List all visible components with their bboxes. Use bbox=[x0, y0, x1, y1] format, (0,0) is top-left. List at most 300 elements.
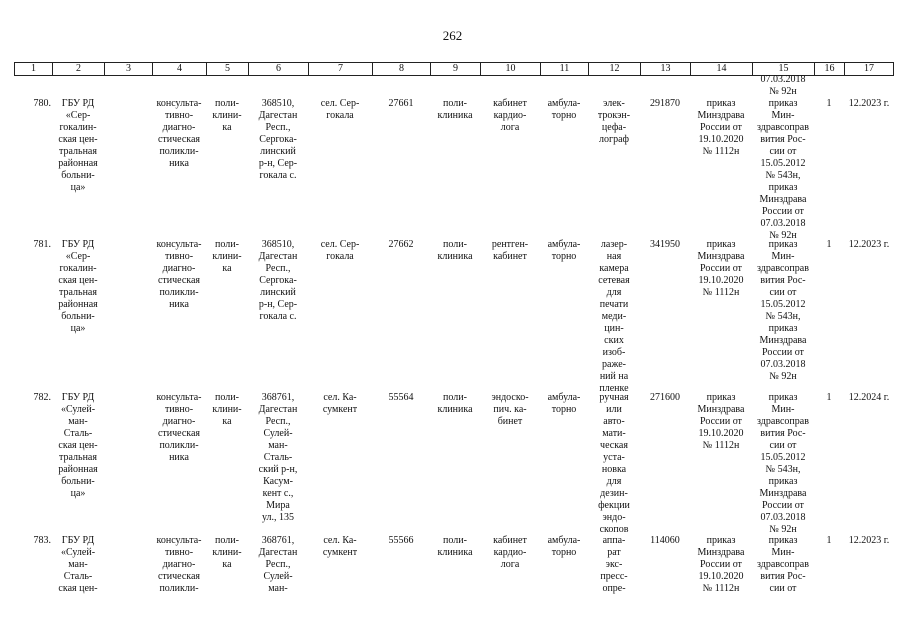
address-line: ский р-н, bbox=[258, 464, 298, 475]
order-reference-line: 19.10.2020 bbox=[698, 275, 744, 286]
address-line: 368761, bbox=[261, 535, 295, 546]
equipment-line: элек- bbox=[603, 98, 625, 109]
basis-reference-line: России от bbox=[762, 206, 804, 217]
organization-name-line: ца» bbox=[70, 323, 86, 334]
room-line: кардио- bbox=[493, 547, 527, 558]
basis-reference-line: Минздрава bbox=[759, 335, 807, 346]
facility-type-line: консульта- bbox=[156, 535, 202, 546]
organization-name-line: тральная bbox=[59, 146, 97, 157]
room-line: кабинет bbox=[493, 98, 527, 109]
organization-name-line: «Сер- bbox=[65, 110, 91, 121]
price bbox=[640, 98, 690, 110]
address-line: Респ., bbox=[265, 559, 291, 570]
care-mode-line: торно bbox=[551, 547, 577, 558]
organization-name bbox=[52, 239, 104, 335]
order-reference-line: № 1112н bbox=[702, 583, 740, 594]
equipment-line: для bbox=[606, 476, 622, 487]
organization-name-line: больни- bbox=[61, 170, 95, 181]
room-line: кардио- bbox=[493, 110, 527, 121]
facility-type-line: поликли- bbox=[159, 583, 199, 594]
organization-name bbox=[52, 98, 104, 194]
care-mode-line: амбула- bbox=[547, 239, 581, 250]
organization-name-line: Сталь- bbox=[63, 428, 93, 439]
address bbox=[248, 239, 308, 323]
unit-type-line: клини- bbox=[212, 404, 242, 415]
address-line: Сергока- bbox=[259, 275, 297, 286]
row-number bbox=[14, 535, 52, 547]
department bbox=[430, 392, 480, 416]
organization-name-line: ман- bbox=[68, 559, 88, 570]
equipment-line: ная bbox=[606, 251, 622, 262]
organization-name-line: ца» bbox=[70, 488, 86, 499]
room-line: бинет bbox=[497, 416, 523, 427]
code bbox=[372, 392, 430, 404]
organization-name bbox=[52, 535, 104, 595]
settlement bbox=[308, 239, 372, 263]
order-reference bbox=[690, 392, 752, 452]
header-col-2: 2 bbox=[52, 63, 104, 75]
care-mode-line: амбула- bbox=[547, 392, 581, 403]
unit-type-line: поли- bbox=[215, 392, 239, 403]
address-line: Респ., bbox=[265, 263, 291, 274]
facility-type-line: тивно- bbox=[164, 547, 194, 558]
row-number-value: 781. bbox=[33, 239, 51, 250]
header-col-5: 5 bbox=[206, 63, 248, 75]
basis-reference-line: № 92н bbox=[769, 524, 797, 535]
basis-reference-line: Минздрава bbox=[759, 194, 807, 205]
row-number-value: 782. bbox=[33, 392, 51, 403]
equipment-line: ских bbox=[604, 335, 624, 346]
department-line: поли- bbox=[443, 392, 467, 403]
basis-reference-line: вития Рос- bbox=[760, 275, 806, 286]
order-reference-line: Минздрава bbox=[697, 251, 745, 262]
equipment-line: трокэн- bbox=[597, 110, 631, 121]
address-line: Сергока- bbox=[259, 134, 297, 145]
unit-type-line: ка bbox=[222, 559, 232, 570]
care-mode-line: торно bbox=[551, 110, 577, 121]
basis-reference-line: приказ bbox=[768, 98, 798, 109]
room-line: пич. ка- bbox=[493, 404, 527, 415]
deadline-date bbox=[844, 98, 894, 110]
settlement bbox=[308, 535, 372, 559]
order-reference-line: России от bbox=[700, 559, 742, 570]
deadline-date-value: 12.2024 г. bbox=[848, 392, 890, 403]
unit-type bbox=[206, 392, 248, 428]
address-line: Сулей- bbox=[263, 571, 293, 582]
facility-type-line: поликли- bbox=[159, 440, 199, 451]
care-mode bbox=[540, 239, 588, 263]
department-line: поли- bbox=[443, 98, 467, 109]
basis-reference-line: приказ bbox=[768, 476, 798, 487]
deadline-date bbox=[844, 535, 894, 547]
code-value: 55566 bbox=[388, 535, 414, 546]
organization-name-line: ская цен- bbox=[58, 275, 98, 286]
settlement-line: сел. Ка- bbox=[323, 535, 357, 546]
facility-type-line: диагно- bbox=[162, 263, 196, 274]
deadline-date-value: 12.2023 г. bbox=[848, 98, 890, 109]
address-line: ман- bbox=[268, 440, 288, 451]
order-reference-line: России от bbox=[700, 122, 742, 133]
equipment-line: цин- bbox=[604, 323, 624, 334]
unit-type-line: клини- bbox=[212, 547, 242, 558]
facility-type-line: тивно- bbox=[164, 404, 194, 415]
equipment-line: ний на bbox=[599, 371, 629, 382]
organization-name-line: больни- bbox=[61, 311, 95, 322]
equipment-line: или bbox=[606, 404, 622, 415]
basis-reference-line: Мин- bbox=[771, 251, 795, 262]
quantity bbox=[814, 535, 844, 547]
header-col-7: 7 bbox=[308, 63, 372, 75]
equipment-line: аппа- bbox=[602, 535, 626, 546]
page-number: 262 bbox=[442, 28, 463, 43]
deadline-date bbox=[844, 239, 894, 251]
basis-reference-line: Мин- bbox=[771, 404, 795, 415]
basis-reference-line: сии от bbox=[769, 287, 797, 298]
organization-name-line: районная bbox=[58, 158, 98, 169]
basis-reference-line: 07.03.2018 bbox=[760, 512, 806, 523]
price bbox=[640, 239, 690, 251]
organization-name-line: тральная bbox=[59, 452, 97, 463]
facility-type bbox=[152, 535, 206, 595]
room bbox=[480, 535, 540, 571]
care-mode bbox=[540, 98, 588, 122]
equipment-line: лазер- bbox=[600, 239, 628, 250]
equipment-line: пресс- bbox=[600, 571, 628, 582]
equipment-line: экс- bbox=[605, 559, 623, 570]
price-value: 291870 bbox=[650, 98, 680, 109]
row-number-value: 780. bbox=[33, 98, 51, 109]
organization-name-line: ГБУ РД bbox=[61, 535, 95, 546]
address bbox=[248, 535, 308, 595]
organization-name-line: «Сулей- bbox=[60, 404, 96, 415]
address-line: гокала с. bbox=[259, 170, 297, 181]
carry-over-basis-line: 07.03.2018 bbox=[760, 74, 806, 85]
basis-reference bbox=[752, 98, 814, 242]
organization-name-line: районная bbox=[58, 464, 98, 475]
equipment-line: камера bbox=[599, 263, 629, 274]
header-col-9: 9 bbox=[430, 63, 480, 75]
organization-name-line: ца» bbox=[70, 182, 86, 193]
room-line: лога bbox=[500, 559, 520, 570]
price bbox=[640, 392, 690, 404]
basis-reference bbox=[752, 535, 814, 595]
order-reference-line: Минздрава bbox=[697, 547, 745, 558]
basis-reference-line: № 92н bbox=[769, 230, 797, 241]
facility-type-line: стическая bbox=[157, 275, 201, 286]
basis-reference-line: № 543н, bbox=[765, 311, 801, 322]
settlement-line: сел. Ка- bbox=[323, 392, 357, 403]
equipment-line: авто- bbox=[603, 416, 625, 427]
facility-type-line: тивно- bbox=[164, 110, 194, 121]
organization-name-line: ГБУ РД bbox=[61, 239, 95, 250]
deadline-date-value: 12.2023 г. bbox=[848, 535, 890, 546]
care-mode-line: амбула- bbox=[547, 535, 581, 546]
room bbox=[480, 239, 540, 263]
equipment-line: фекции bbox=[598, 500, 630, 511]
room bbox=[480, 98, 540, 134]
unit-type bbox=[206, 239, 248, 275]
basis-reference-line: здравсоправ bbox=[757, 263, 809, 274]
order-reference-line: № 1112н bbox=[702, 440, 740, 451]
department-line: клиника bbox=[437, 110, 473, 121]
header-col-17: 17 bbox=[844, 63, 894, 75]
unit-type-line: ка bbox=[222, 416, 232, 427]
basis-reference-line: № 543н, bbox=[765, 464, 801, 475]
organization-name-line: ГБУ РД bbox=[61, 392, 95, 403]
equipment-line: рат bbox=[607, 547, 621, 558]
equipment bbox=[588, 392, 640, 536]
address-line: кент с., bbox=[262, 488, 294, 499]
quantity bbox=[814, 392, 844, 404]
carry-over-basis-line: № 92н bbox=[769, 86, 797, 97]
organization-name-line: Сталь- bbox=[63, 571, 93, 582]
facility-type bbox=[152, 239, 206, 311]
order-reference bbox=[690, 239, 752, 299]
carry-over-basis bbox=[752, 74, 814, 98]
basis-reference-line: Мин- bbox=[771, 547, 795, 558]
unit-type-line: ка bbox=[222, 122, 232, 133]
settlement-line: сел. Сер- bbox=[320, 239, 360, 250]
order-reference-line: № 1112н bbox=[702, 287, 740, 298]
order-reference-line: России от bbox=[700, 263, 742, 274]
basis-reference-line: приказ bbox=[768, 239, 798, 250]
unit-type-line: поли- bbox=[215, 239, 239, 250]
equipment-line: ручная bbox=[599, 392, 629, 403]
basis-reference-line: 07.03.2018 bbox=[760, 218, 806, 229]
code bbox=[372, 239, 430, 251]
room-line: рентген- bbox=[491, 239, 529, 250]
address-line: Дагестан bbox=[258, 547, 298, 558]
unit-type-line: поли- bbox=[215, 98, 239, 109]
department-line: клиника bbox=[437, 404, 473, 415]
basis-reference-line: России от bbox=[762, 347, 804, 358]
organization-name-line: гокалин- bbox=[59, 263, 97, 274]
header-col-10: 10 bbox=[480, 63, 540, 75]
equipment-line: эндо- bbox=[602, 512, 626, 523]
order-reference-line: 19.10.2020 bbox=[698, 134, 744, 145]
address-line: Дагестан bbox=[258, 110, 298, 121]
order-reference bbox=[690, 535, 752, 595]
order-reference-line: № 1112н bbox=[702, 146, 740, 157]
order-reference-line: Минздрава bbox=[697, 404, 745, 415]
order-reference bbox=[690, 98, 752, 158]
header-col-12: 12 bbox=[588, 63, 640, 75]
basis-reference-line: сии от bbox=[769, 146, 797, 157]
basis-reference-line: вития Рос- bbox=[760, 571, 806, 582]
row-number bbox=[14, 98, 52, 110]
care-mode-line: торно bbox=[551, 404, 577, 415]
quantity-value: 1 bbox=[826, 239, 832, 250]
basis-reference-line: приказ bbox=[768, 392, 798, 403]
department bbox=[430, 535, 480, 559]
organization-name-line: больни- bbox=[61, 476, 95, 487]
settlement bbox=[308, 392, 372, 416]
organization-name-line: ман- bbox=[68, 416, 88, 427]
address-line: Сулей- bbox=[263, 428, 293, 439]
department-line: поли- bbox=[443, 535, 467, 546]
equipment-line: печати bbox=[599, 299, 629, 310]
equipment-line: цефа- bbox=[601, 122, 627, 133]
address-line: линский bbox=[260, 287, 296, 298]
equipment bbox=[588, 535, 640, 595]
header-col-11: 11 bbox=[540, 63, 588, 75]
address-line: 368510, bbox=[261, 98, 295, 109]
facility-type-line: поликли- bbox=[159, 146, 199, 157]
facility-type-line: поликли- bbox=[159, 287, 199, 298]
settlement-line: сумкент bbox=[322, 547, 358, 558]
settlement-line: сел. Сер- bbox=[320, 98, 360, 109]
care-mode bbox=[540, 392, 588, 416]
basis-reference-line: № 543н, bbox=[765, 170, 801, 181]
facility-type-line: ника bbox=[169, 158, 189, 169]
code bbox=[372, 535, 430, 547]
care-mode-line: торно bbox=[551, 251, 577, 262]
department bbox=[430, 239, 480, 263]
basis-reference-line: приказ bbox=[768, 323, 798, 334]
header-col-15: 15 bbox=[752, 63, 814, 75]
basis-reference-line: Минздрава bbox=[759, 488, 807, 499]
quantity-value: 1 bbox=[826, 98, 832, 109]
settlement-line: сумкент bbox=[322, 404, 358, 415]
basis-reference-line: № 92н bbox=[769, 371, 797, 382]
basis-reference-line: 07.03.2018 bbox=[760, 359, 806, 370]
basis-reference-line: здравсоправ bbox=[757, 416, 809, 427]
facility-type-line: диагно- bbox=[162, 559, 196, 570]
facility-type-line: диагно- bbox=[162, 122, 196, 133]
organization-name-line: ГБУ РД bbox=[61, 98, 95, 109]
facility-type bbox=[152, 392, 206, 464]
equipment-line: для bbox=[606, 287, 622, 298]
row-number bbox=[14, 392, 52, 404]
equipment-line: опре- bbox=[602, 583, 626, 594]
code-value: 27661 bbox=[388, 98, 414, 109]
equipment-line: дезин- bbox=[600, 488, 628, 499]
order-reference-line: приказ bbox=[706, 392, 736, 403]
basis-reference-line: сии от bbox=[769, 440, 797, 451]
equipment-line: лограф bbox=[598, 134, 629, 145]
basis-reference-line: сии от bbox=[769, 583, 797, 594]
address-line: Мира bbox=[266, 500, 290, 511]
header-col-16: 16 bbox=[814, 63, 844, 75]
header-col-4: 4 bbox=[152, 63, 206, 75]
order-reference-line: приказ bbox=[706, 535, 736, 546]
facility-type-line: стическая bbox=[157, 428, 201, 439]
header-col-1: 1 bbox=[14, 63, 52, 75]
department-line: клиника bbox=[437, 547, 473, 558]
basis-reference-line: здравсоправ bbox=[757, 122, 809, 133]
address bbox=[248, 392, 308, 524]
unit-type-line: клини- bbox=[212, 251, 242, 262]
facility-type-line: стическая bbox=[157, 134, 201, 145]
address bbox=[248, 98, 308, 182]
equipment-line: ческая bbox=[600, 440, 628, 451]
facility-type-line: тивно- bbox=[164, 251, 194, 262]
address-line: Касум- bbox=[263, 476, 293, 487]
organization-name-line: «Сулей- bbox=[60, 547, 96, 558]
organization-name-line: «Сер- bbox=[65, 251, 91, 262]
header-col-6: 6 bbox=[248, 63, 308, 75]
facility-type-line: консульта- bbox=[156, 98, 202, 109]
facility-type-line: ника bbox=[169, 299, 189, 310]
facility-type-line: стическая bbox=[157, 571, 201, 582]
equipment-line: раже- bbox=[602, 359, 626, 370]
organization-name-line: ская цен- bbox=[58, 440, 98, 451]
room-line: эндоско- bbox=[491, 392, 529, 403]
basis-reference bbox=[752, 392, 814, 536]
facility-type bbox=[152, 98, 206, 170]
address-line: Сталь- bbox=[263, 452, 293, 463]
basis-reference-line: Мин- bbox=[771, 110, 795, 121]
address-line: гокала с. bbox=[259, 311, 297, 322]
basis-reference-line: 15.05.2012 bbox=[760, 299, 806, 310]
equipment-line: новка bbox=[601, 464, 627, 475]
quantity bbox=[814, 98, 844, 110]
quantity-value: 1 bbox=[826, 392, 832, 403]
address-line: р-н, Сер- bbox=[258, 158, 298, 169]
basis-reference-line: 15.05.2012 bbox=[760, 452, 806, 463]
address-line: Дагестан bbox=[258, 251, 298, 262]
basis-reference bbox=[752, 239, 814, 383]
header-col-14: 14 bbox=[690, 63, 752, 75]
deadline-date bbox=[844, 392, 894, 404]
equipment bbox=[588, 98, 640, 146]
basis-reference-line: здравсоправ bbox=[757, 559, 809, 570]
row-number-value: 783. bbox=[33, 535, 51, 546]
care-mode-line: амбула- bbox=[547, 98, 581, 109]
price-value: 271600 bbox=[650, 392, 680, 403]
equipment-line: меди- bbox=[601, 311, 627, 322]
order-reference-line: России от bbox=[700, 416, 742, 427]
equipment-line: мати- bbox=[602, 428, 626, 439]
equipment-line: изоб- bbox=[602, 347, 626, 358]
room-line: кабинет bbox=[493, 535, 527, 546]
facility-type-line: консульта- bbox=[156, 392, 202, 403]
settlement-line: гокала bbox=[326, 110, 354, 121]
header-col-3: 3 bbox=[104, 63, 152, 75]
address-line: 368510, bbox=[261, 239, 295, 250]
department bbox=[430, 98, 480, 122]
basis-reference-line: вития Рос- bbox=[760, 134, 806, 145]
header-col-8: 8 bbox=[372, 63, 430, 75]
organization-name-line: ская цен- bbox=[58, 583, 98, 594]
unit-type bbox=[206, 535, 248, 571]
code bbox=[372, 98, 430, 110]
facility-type-line: консульта- bbox=[156, 239, 202, 250]
order-reference-line: 19.10.2020 bbox=[698, 571, 744, 582]
unit-type-line: поли- bbox=[215, 535, 239, 546]
code-value: 27662 bbox=[388, 239, 414, 250]
basis-reference-line: вития Рос- bbox=[760, 428, 806, 439]
facility-type-line: диагно- bbox=[162, 416, 196, 427]
department-line: поли- bbox=[443, 239, 467, 250]
room bbox=[480, 392, 540, 428]
equipment-line: сетевая bbox=[598, 275, 630, 286]
room-line: кабинет bbox=[493, 251, 527, 262]
basis-reference-line: приказ bbox=[768, 182, 798, 193]
organization-name-line: гокалин- bbox=[59, 122, 97, 133]
order-reference-line: приказ bbox=[706, 98, 736, 109]
price bbox=[640, 535, 690, 547]
address-line: 368761, bbox=[261, 392, 295, 403]
settlement bbox=[308, 98, 372, 122]
address-line: р-н, Сер- bbox=[258, 299, 298, 310]
equipment-line: уста- bbox=[603, 452, 625, 463]
organization-name bbox=[52, 392, 104, 500]
room-line: лога bbox=[500, 122, 520, 133]
organization-name-line: районная bbox=[58, 299, 98, 310]
equipment bbox=[588, 239, 640, 395]
basis-reference-line: 15.05.2012 bbox=[760, 158, 806, 169]
